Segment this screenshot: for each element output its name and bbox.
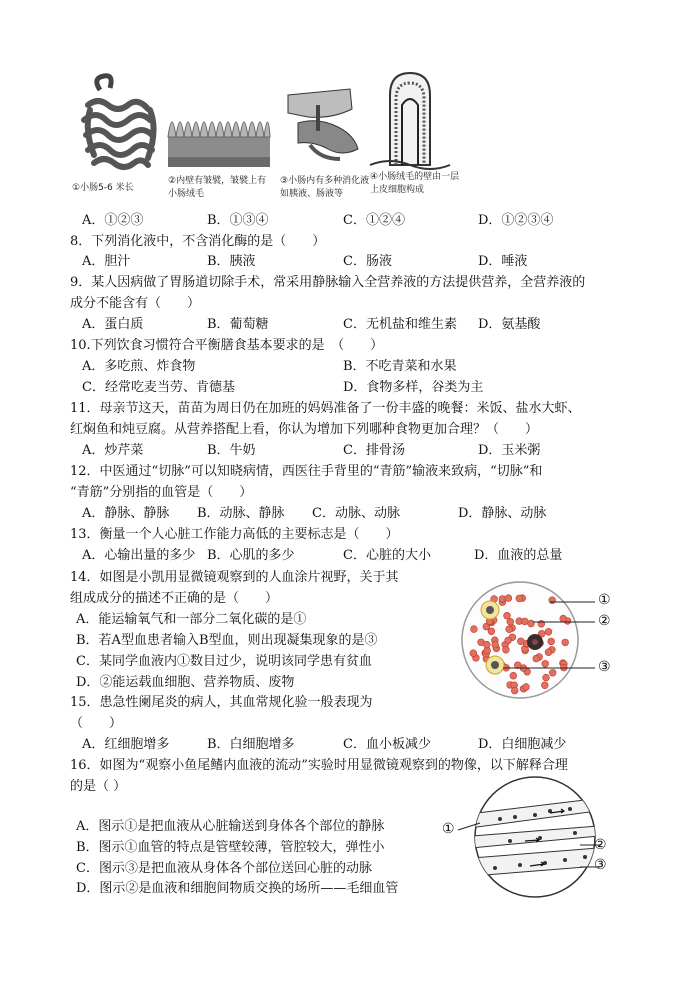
q8-option-a[interactable]: A．胆汁 [82,254,131,269]
vessel-label-2: ② [594,837,607,853]
red-blood-cell [506,626,513,633]
red-blood-cell [523,684,530,691]
q7-option-b[interactable]: B．①③④ [207,213,269,228]
q11-stem-line2: 红焖鱼和炖豆腐。从营养搭配上看，你认为增加下列哪种食物更加合理？（ ） [70,422,539,437]
red-blood-cell [507,618,514,625]
q14-stem-line1: 14．如图是小凯用显微镜观察到的人血涂片视野，关于其 [70,570,399,585]
red-blood-cell [492,641,499,648]
q9-option-b[interactable]: B．葡萄糖 [207,317,269,332]
q16-option-d[interactable]: D．图示②是血液和细胞间物质交换的场所——毛细血管 [76,881,399,896]
q10-option-d[interactable]: D．食物多样，谷类为主 [343,380,484,395]
red-blood-cell [528,620,535,627]
red-blood-cell [545,649,552,656]
red-blood-cell [548,638,555,645]
q12-option-a[interactable]: A．静脉、静脉 [82,506,170,521]
vessel-label-3: ③ [594,857,607,873]
q9-stem-line1: 9．某人因病做了胃肠道切除手术，常采用静脉输入全营养液的方法提供营养，全营养液的 [70,275,586,290]
red-blood-cell [543,674,550,681]
q15-stem-line2: （ ） [70,716,123,731]
red-blood-cell [538,620,545,627]
q12-option-c[interactable]: C．动脉、动脉 [312,506,400,521]
q11-option-a[interactable]: A．炒芹菜 [82,443,144,458]
q14-option-c[interactable]: C．某同学血液内①数目过少，说明该同学患有贫血 [76,654,372,669]
red-blood-cell [505,595,512,602]
q12-option-d[interactable]: D．静脉、动脉 [458,506,547,521]
red-blood-cell [549,597,556,604]
q15-stem-line1: 15．患急性阑尾炎的病人，其血常规化验一般表现为 [70,695,373,710]
blood-smear-label-1: ① [598,592,611,608]
blood-smear-label-3: ③ [598,659,611,675]
q14-option-a[interactable]: A．能运输氧气和一部分二氧化碳的是① [76,612,307,627]
q16-option-a[interactable]: A．图示①是把血液从心脏输送到身体各个部位的静脉 [76,819,385,834]
blood-smear-figure [455,580,625,700]
red-blood-cell [470,650,477,657]
q9-option-a[interactable]: A．蛋白质 [82,317,144,332]
red-blood-cell [545,628,552,635]
inner-wall-folds-image [168,122,270,167]
q11-option-d[interactable]: D．玉米粥 [478,443,541,458]
q11-option-c[interactable]: C．排骨汤 [343,443,405,458]
villus-image [370,73,450,169]
red-blood-cell [541,682,548,689]
q15-option-c[interactable]: C．血小板减少 [343,737,431,752]
red-blood-cell [562,639,569,646]
q15-option-d[interactable]: D．白细胞减少 [478,737,567,752]
red-blood-cell [542,660,549,667]
q13-option-b[interactable]: B．心肌的多少 [207,548,295,563]
red-blood-cell [510,672,517,679]
red-blood-cell [503,646,510,653]
q16-stem-line1: 16．如图为“观察小鱼尾鳍内血液的流动”实验时用显微镜观察到的物像，以下解释合理 [70,758,568,773]
q8-option-d[interactable]: D．唾液 [478,254,528,269]
q8-stem: 8．下列消化液中，不含消化酶的是（ ） [70,234,326,249]
red-blood-cell [488,628,495,635]
q14-stem-line2: 组成成分的描述不正确的是（ ） [70,591,279,606]
q11-option-b[interactable]: B．牛奶 [207,443,256,458]
q16-option-c[interactable]: C．图示③是把血液从身体各个部位送回心脏的动脉 [76,861,372,876]
red-blood-cell [516,595,523,602]
red-blood-cell [521,618,528,625]
liver-pancreas-image [288,89,358,159]
q12-stem-line1: 12．中医通过“切脉”可以知晓病情，西医往手背里的“青筋”输液来致病，“切脉”和 [70,464,543,479]
q15-option-b[interactable]: B．白细胞增多 [207,737,295,752]
red-blood-cell [471,626,478,633]
q8-option-b[interactable]: B．胰液 [207,254,256,269]
q13-stem: 13．衡量一个人心脏工作能力高低的主要标志是（ ） [70,527,399,542]
red-blood-cell [560,615,567,622]
q16-option-b[interactable]: B．图示①血管的特点是管壁较薄，管腔较大，弹性小 [76,840,385,855]
figure7-caption-2: ②内壁有皱襞，皱襞上有小肠绒毛 [168,176,267,199]
q9-option-d[interactable]: D．氨基酸 [478,317,541,332]
q10-stem: 10.下列饮食习惯符合平衡膳食基本要求的是 （ ） [70,338,384,353]
red-blood-cell [533,655,540,662]
q7-option-a[interactable]: A．①②③ [82,213,144,228]
q16-stem-line2: 的是（ ） [70,779,127,794]
q7-option-d[interactable]: D．①②③④ [478,213,554,228]
coiled-intestine-image [84,76,154,167]
q10-option-a[interactable]: A．多吃煎、炸食物 [82,359,196,374]
red-blood-cell [504,612,511,619]
q13-option-d[interactable]: D．血液的总量 [474,548,563,563]
red-blood-cell [483,641,490,648]
q11-stem-line1: 11．母亲节这天，苗苗为周日仍在加班的妈妈准备了一份丰盛的晚餐：米饭、盐水大虾、 [70,401,581,416]
red-blood-cell [517,638,524,645]
figure7-caption-3: ③小肠内有多种消化液如胰液、肠液等 [280,176,370,199]
red-blood-cell [511,687,518,694]
q9-stem-line2: 成分不能含有（ ） [70,296,201,311]
q15-option-a[interactable]: A．红细胞增多 [82,737,170,752]
q13-option-a[interactable]: A．心输出量的多少 [82,548,196,563]
q8-option-c[interactable]: C．肠液 [343,254,392,269]
fish-tail-vessel-illustration [440,775,620,905]
q14-option-b[interactable]: B．若A型血患者输入B型血，则出现凝集现象的是③ [76,633,378,648]
q14-option-d[interactable]: D．②能运载血细胞、营养物质、废物 [76,675,295,690]
q9-option-c[interactable]: C．无机盐和维生素 [343,317,457,332]
fish-tail-vessel-figure [440,775,620,905]
red-blood-cell [549,669,556,676]
q10-option-b[interactable]: B．不吃青菜和水果 [343,359,457,374]
q7-option-c[interactable]: C．①②④ [343,213,405,228]
q12-option-b[interactable]: B．动脉、静脉 [197,506,285,521]
small-intestine-figure [70,65,470,205]
figure7-caption-4: ④小肠绒毛的壁由一层上皮细胞构成 [370,172,460,195]
figure7-caption-1: ①小肠5-6 米长 [72,183,134,193]
vessel-label-1: ① [442,821,455,837]
q13-option-c[interactable]: C．心脏的大小 [343,548,431,563]
red-blood-cell [505,637,512,644]
q10-option-c[interactable]: C．经常吃麦当劳、肯德基 [82,380,235,395]
blood-smear-label-2: ② [598,613,611,629]
q12-stem-line2: “青筋”分别指的血管是（ ） [70,485,253,500]
